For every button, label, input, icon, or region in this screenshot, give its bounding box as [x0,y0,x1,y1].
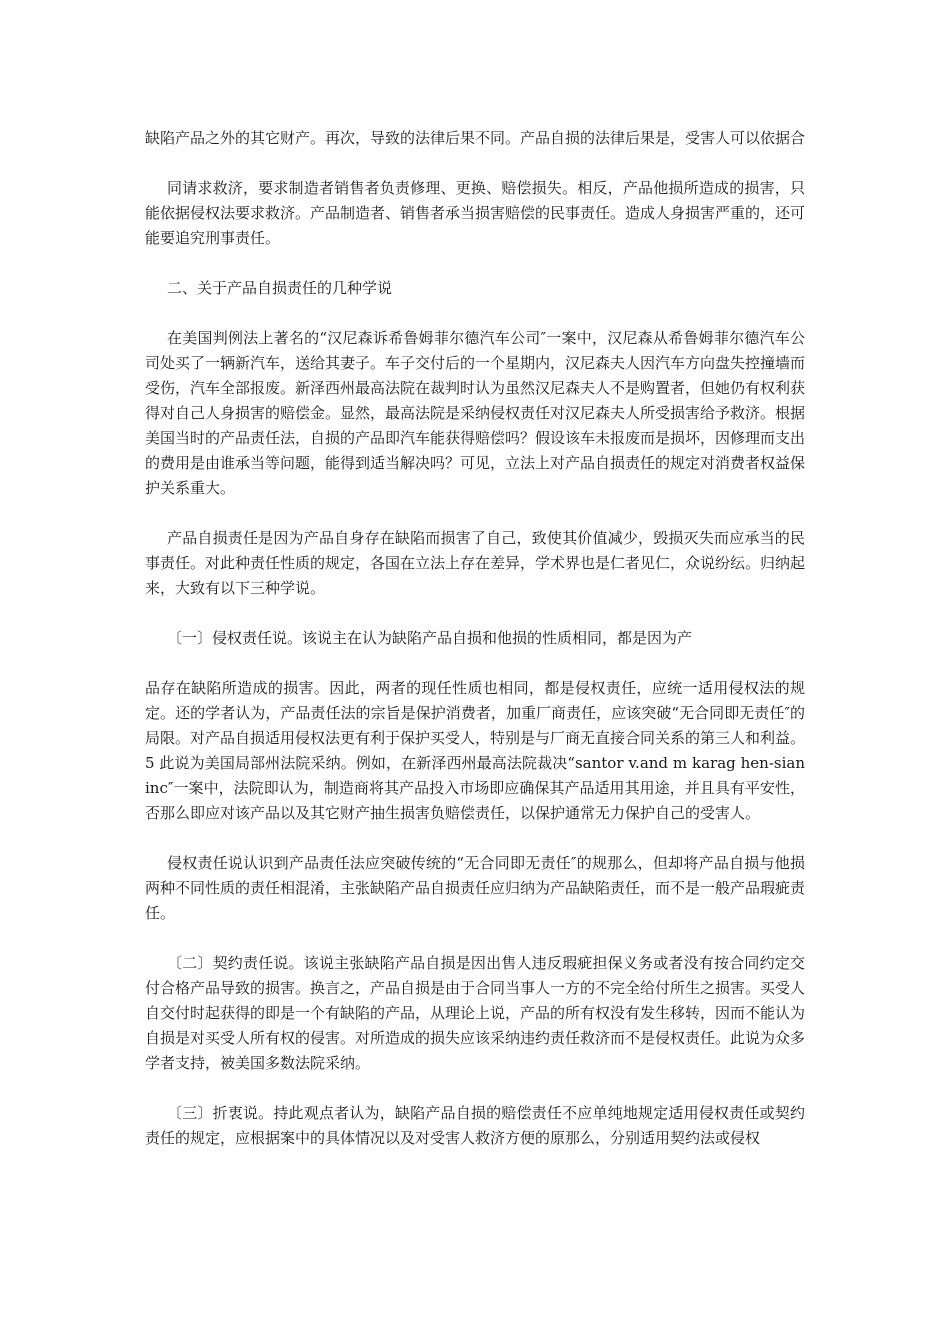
paragraph-2: 同请求救济，要求制造者销售者负责修理、更换、赔偿损失。相反，产品他损所造成的损害，只能依据侵权法要求救济。产品制造者、销售者承当损害赔偿的民事责任。造成人身损害严重的，还可能要追究刑事责任。 [145,179,806,247]
paragraph-1: 缺陷产品之外的其它财产。再次，导致的法律后果不同。产品自损的法律后果是，受害人可以依据合 [145,129,806,147]
paragraph-9: 〔三〕折衷说。持此观点者认为，缺陷产品自损的赔偿责任不应单纯地规定适用侵权责任或契约责任的规定，应根据案中的具体情况以及对受害人救济方便的原那么，分别适用契约法或侵权 [145,1104,805,1147]
paragraph-8: 〔二〕契约责任说。该说主张缺陷产品自损是因出售人违反瑕疵担保义务或者没有按合同约定交付合格产品导致的损害。换言之，产品自损是由于合同当事人一方的不完全给付所生之损害。买受人自交付时起获得的即是一个有缺陷的产品，从理论上说，产品的所有权没有发生移转，因而不能认为自损是对买受人所有权的侵害。对所造成的损失应该采纳违约责任救济而不是侵权责任。此说为众多学者支持，被美国多数法院采纳。 [145,954,806,1072]
paragraph-5: 〔一〕侵权责任说。该说主在认为缺陷产品自损和他损的性质相同，都是因为产 [167,629,693,647]
paragraph-4: 产品自损责任是因为产品自身存在缺陷而损害了自己，致使其价值减少，毁损灭失而应承当的民事责任。对此种责任性质的规定，各国在立法上存在差异，学术界也是仁者见仁，众说纷纭。归纳起来，大致有以下三种学说。 [145,529,806,597]
paragraph-6: 品存在缺陷所造成的损害。因此，两者的现任性质也相同，都是侵权责任，应统一适用侵权法的规定。还的学者认为，产品责任法的宗旨是保护消费者，加重厂商责任，应该突破“无合同即无责任″的局限。对产品自损适用侵权法更有利于保护买受人，特别是与厂商无直接合同关系的第三人和利益。5 此说为美国局部州法院采纳。例如，在新泽西州最高法院裁决“santor v.and m karag hen-sian inc″一案中，法院即认为，制造商将其产品投入市场即应确保其产品适用其用途，并且具有平安性，否那么即应对该产品以及其它财产抽生损害负赔偿责任，以保护通常无力保护自己的受害人。 [145,679,806,822]
paragraph-7: 侵权责任说认识到产品责任法应突破传统的“无合同即无责任″的规那么，但却将产品自损与他损两种不同性质的责任相混淆，主张缺陷产品自损责任应归纳为产品缺陷责任，而不是一般产品瑕疵责任。 [145,854,806,922]
document-page [145,126,805,1176]
paragraph-3: 在美国判例法上著名的“汉尼森诉希鲁姆菲尔德汽车公司″一案中，汉尼森从希鲁姆菲尔德汽车公司处买了一辆新汽车，送给其妻子。车子交付后的一个星期内，汉尼森夫人因汽车方向盘失控撞墙而受伤，汽车全部报废。新泽西州最高法院在裁判时认为虽然汉尼森夫人不是购置者，但她仍有权利获得对自己人身损害的赔偿金。显然，最高法院是采纳侵权责任对汉尼森夫人所受损害给予救济。根据美国当时的产品责任法，自损的产品即汽车能获得赔偿吗？假设该车未报废而是损坏，因修理而支出的费用是由谁承当等问题，能得到适当解决吗？可见，立法上对产品自损责任的规定对消费者权益保护关系重大。 [145,329,806,497]
section-heading: 二、关于产品自损责任的几种学说 [167,279,393,297]
